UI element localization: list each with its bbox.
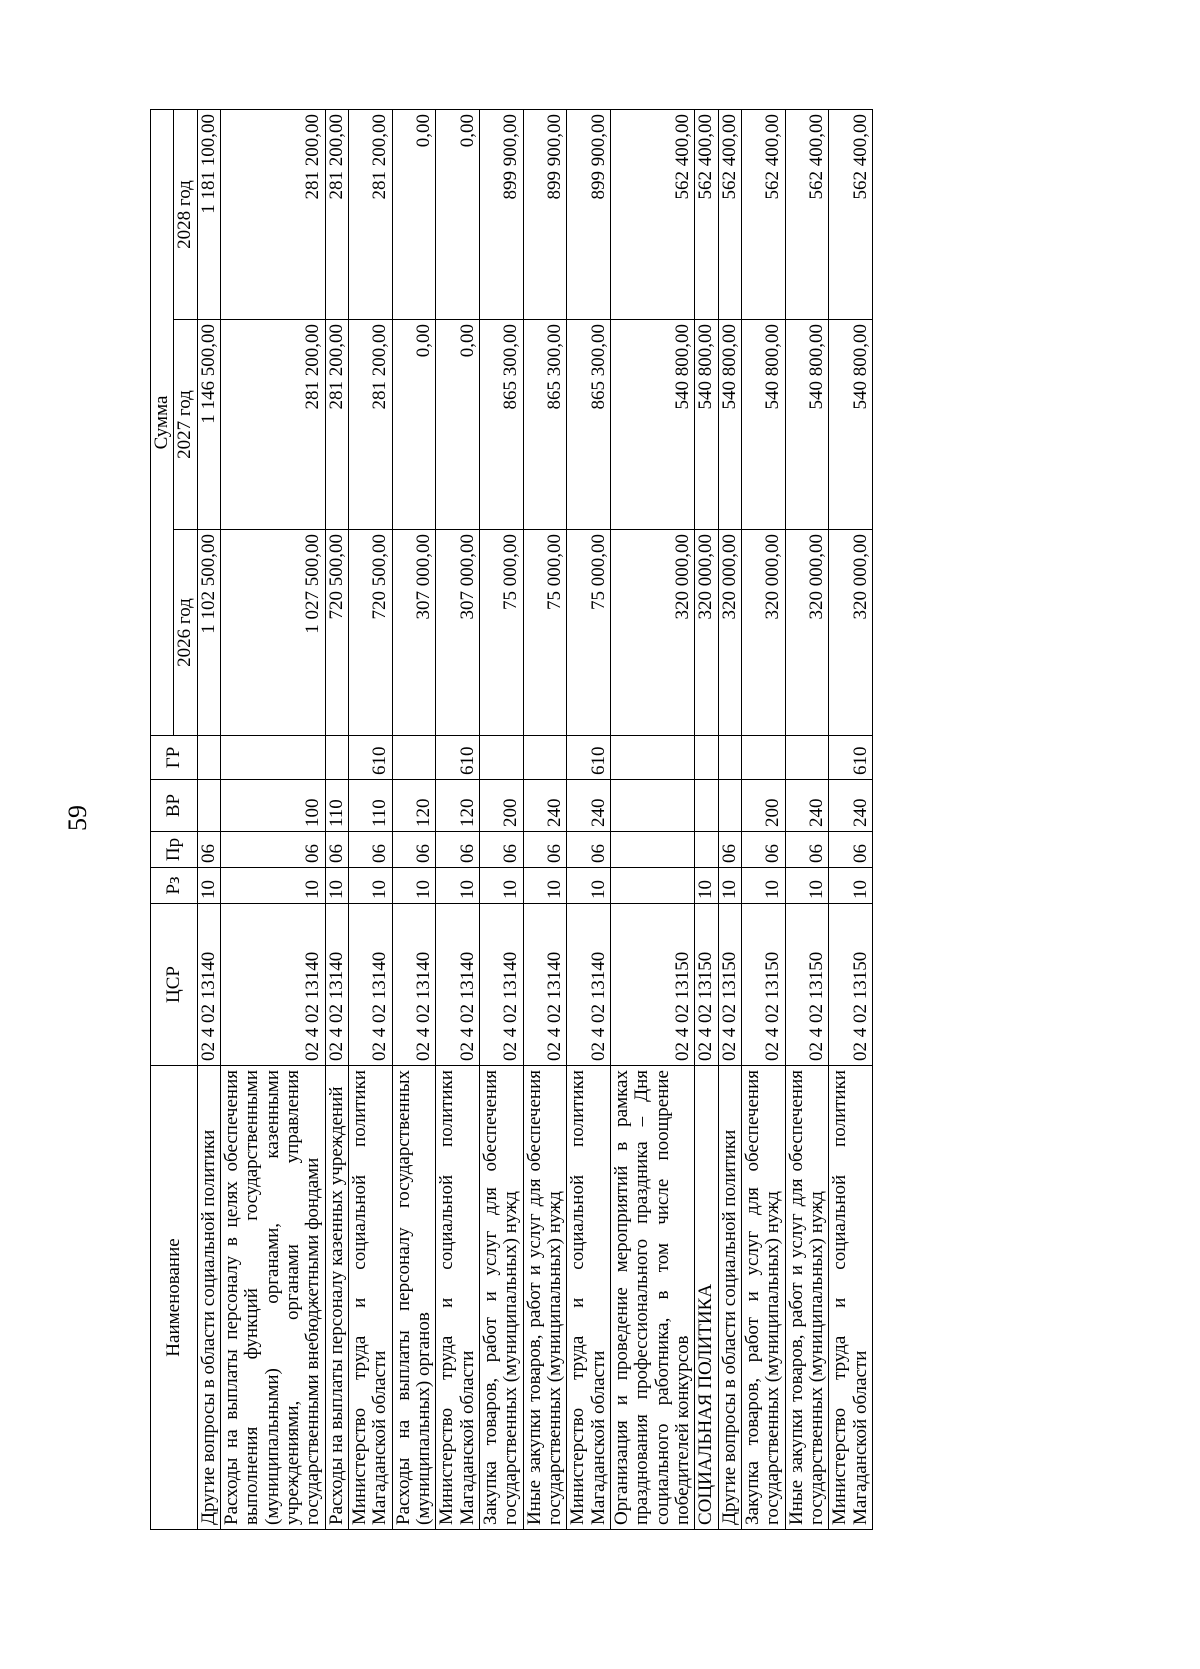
header-sum: Сумма [151, 110, 174, 736]
cell-2026: 320 000,00 [741, 530, 785, 736]
table-row [197, 110, 220, 1530]
cell-vr: 200 [479, 780, 523, 832]
cell-2027: 0,00 [392, 320, 436, 530]
cell-gr: 610 [567, 736, 611, 780]
cell-csr: 02 4 02 13150 [610, 904, 694, 1066]
cell-name: Министерство труда и социальной политики Магаданской области [829, 1066, 873, 1530]
cell-csr: 02 4 02 13140 [436, 904, 480, 1066]
cell-vr: 120 [392, 780, 436, 832]
cell-2026: 75 000,00 [567, 530, 611, 736]
header-name: Наименование [151, 1066, 198, 1530]
cell-2027: 865 300,00 [523, 320, 567, 530]
cell-2028: 0,00 [392, 110, 436, 320]
cell-pr [695, 832, 718, 868]
rotated-page-content [150, 110, 1060, 1530]
cell-2027: 540 800,00 [829, 320, 873, 530]
cell-2027: 0,00 [436, 320, 480, 530]
cell-csr: 02 4 02 13140 [325, 904, 348, 1066]
cell-2026: 320 000,00 [718, 530, 741, 736]
cell-rz: 10 [479, 868, 523, 904]
header-csr: ЦСР [151, 904, 198, 1066]
cell-2026: 320 000,00 [785, 530, 829, 736]
cell-2028: 562 400,00 [718, 110, 741, 320]
cell-rz: 10 [325, 868, 348, 904]
cell-csr: 02 4 02 13150 [718, 904, 741, 1066]
cell-gr [610, 736, 694, 780]
cell-2028: 899 900,00 [567, 110, 611, 320]
cell-csr: 02 4 02 13150 [829, 904, 873, 1066]
table-row [220, 110, 325, 1530]
header-gr: ГР [151, 736, 198, 780]
cell-rz: 10 [695, 868, 718, 904]
cell-name: Расходы на выплаты персоналу казенных учреждений [325, 1066, 348, 1530]
cell-rz: 10 [718, 868, 741, 904]
cell-2027: 281 200,00 [325, 320, 348, 530]
table-header [151, 110, 198, 1530]
cell-2027: 540 800,00 [718, 320, 741, 530]
cell-rz: 10 [829, 868, 873, 904]
cell-2028: 562 400,00 [695, 110, 718, 320]
cell-gr [479, 736, 523, 780]
cell-name: Другие вопросы в области социальной политики [197, 1066, 220, 1530]
table-row [610, 110, 694, 1530]
cell-2027: 281 200,00 [220, 320, 325, 530]
cell-2028: 562 400,00 [610, 110, 694, 320]
cell-vr: 110 [348, 780, 392, 832]
cell-2026: 320 000,00 [829, 530, 873, 736]
cell-rz [610, 868, 694, 904]
cell-name: Расходы на выплаты персоналу государственных (муниципальных) органов [392, 1066, 436, 1530]
cell-2026: 720 500,00 [348, 530, 392, 736]
cell-2027: 540 800,00 [741, 320, 785, 530]
cell-pr: 06 [479, 832, 523, 868]
cell-2028: 899 900,00 [523, 110, 567, 320]
table-row [718, 110, 741, 1530]
cell-2027: 281 200,00 [348, 320, 392, 530]
cell-gr [695, 736, 718, 780]
cell-2027: 865 300,00 [567, 320, 611, 530]
cell-csr: 02 4 02 13150 [785, 904, 829, 1066]
cell-vr: 240 [785, 780, 829, 832]
cell-name: Министерство труда и социальной политики Магаданской области [348, 1066, 392, 1530]
table-row [479, 110, 523, 1530]
cell-pr: 06 [392, 832, 436, 868]
header-rz: Рз [151, 868, 198, 904]
cell-vr [197, 780, 220, 832]
cell-pr: 06 [718, 832, 741, 868]
cell-2026: 320 000,00 [695, 530, 718, 736]
cell-vr: 200 [741, 780, 785, 832]
cell-gr [220, 736, 325, 780]
cell-csr: 02 4 02 13140 [523, 904, 567, 1066]
cell-2028: 281 200,00 [220, 110, 325, 320]
page-number: 59 [63, 805, 92, 831]
cell-pr: 06 [567, 832, 611, 868]
cell-gr: 610 [436, 736, 480, 780]
cell-rz: 10 [741, 868, 785, 904]
cell-name: Иные закупки товаров, работ и услуг для обеспечения государственных (муниципальных) нужд [523, 1066, 567, 1530]
cell-2026: 720 500,00 [325, 530, 348, 736]
cell-rz: 10 [197, 868, 220, 904]
table-row [523, 110, 567, 1530]
cell-vr [695, 780, 718, 832]
header-2026: 2026 год [174, 530, 197, 736]
cell-name: Закупка товаров, работ и услуг для обеспечения государственных (муниципальных) нужд [479, 1066, 523, 1530]
cell-gr [718, 736, 741, 780]
cell-pr [610, 832, 694, 868]
header-pr: Пр [151, 832, 198, 868]
table-row [785, 110, 829, 1530]
cell-rz: 10 [785, 868, 829, 904]
table-row [325, 110, 348, 1530]
cell-gr [197, 736, 220, 780]
cell-vr [718, 780, 741, 832]
cell-name: Другие вопросы в области социальной политики [718, 1066, 741, 1530]
cell-name: Министерство труда и социальной политики Магаданской области [567, 1066, 611, 1530]
cell-2028: 562 400,00 [785, 110, 829, 320]
cell-csr: 02 4 02 13150 [741, 904, 785, 1066]
cell-pr: 06 [325, 832, 348, 868]
cell-2028: 562 400,00 [741, 110, 785, 320]
cell-2026: 307 000,00 [436, 530, 480, 736]
cell-2027: 865 300,00 [479, 320, 523, 530]
cell-gr [392, 736, 436, 780]
cell-csr: 02 4 02 13140 [392, 904, 436, 1066]
cell-name: Министерство труда и социальной политики Магаданской области [436, 1066, 480, 1530]
cell-vr [610, 780, 694, 832]
cell-csr: 02 4 02 13150 [695, 904, 718, 1066]
cell-pr: 06 [197, 832, 220, 868]
cell-2027: 540 800,00 [695, 320, 718, 530]
cell-gr [523, 736, 567, 780]
cell-csr: 02 4 02 13140 [197, 904, 220, 1066]
table-row [348, 110, 392, 1530]
cell-2028: 281 200,00 [325, 110, 348, 320]
cell-2026: 1 027 500,00 [220, 530, 325, 736]
cell-pr: 06 [220, 832, 325, 868]
budget-table [150, 109, 873, 1530]
cell-rz: 10 [220, 868, 325, 904]
cell-2028: 562 400,00 [829, 110, 873, 320]
table-body [197, 110, 872, 1530]
cell-vr: 100 [220, 780, 325, 832]
cell-vr: 240 [567, 780, 611, 832]
cell-gr: 610 [829, 736, 873, 780]
cell-2028: 899 900,00 [479, 110, 523, 320]
cell-vr: 110 [325, 780, 348, 832]
cell-name: Иные закупки товаров, работ и услуг для обеспечения государственных (муниципальных) нужд [785, 1066, 829, 1530]
cell-2026: 75 000,00 [479, 530, 523, 736]
cell-csr: 02 4 02 13140 [220, 904, 325, 1066]
cell-pr: 06 [741, 832, 785, 868]
table-row [567, 110, 611, 1530]
cell-name: Расходы на выплаты персоналу в целях обеспечения выполнения функций государственными (муниципальными) органами, казенными учреждениями, органами управления государственными внебюджетными фондами [220, 1066, 325, 1530]
cell-pr: 06 [785, 832, 829, 868]
cell-pr: 06 [829, 832, 873, 868]
cell-name: Закупка товаров, работ и услуг для обеспечения государственных (муниципальных) нужд [741, 1066, 785, 1530]
cell-2027: 540 800,00 [785, 320, 829, 530]
header-2027: 2027 год [174, 320, 197, 530]
cell-gr [741, 736, 785, 780]
cell-gr: 610 [348, 736, 392, 780]
cell-vr: 240 [523, 780, 567, 832]
header-2028: 2028 год [174, 110, 197, 320]
cell-2026: 320 000,00 [610, 530, 694, 736]
cell-2026: 75 000,00 [523, 530, 567, 736]
table-row [741, 110, 785, 1530]
cell-csr: 02 4 02 13140 [479, 904, 523, 1066]
table-row [392, 110, 436, 1530]
table-row [695, 110, 718, 1530]
cell-2026: 307 000,00 [392, 530, 436, 736]
cell-name: Организация и проведение мероприятий в рамках празднования профессионального праздника – Дня социального работника, в том числе поощрение победителей конкурсов [610, 1066, 694, 1530]
table-row [436, 110, 480, 1530]
cell-2027: 540 800,00 [610, 320, 694, 530]
cell-2028: 1 181 100,00 [197, 110, 220, 320]
cell-pr: 06 [436, 832, 480, 868]
cell-vr: 240 [829, 780, 873, 832]
cell-pr: 06 [523, 832, 567, 868]
cell-rz: 10 [348, 868, 392, 904]
cell-2028: 281 200,00 [348, 110, 392, 320]
cell-2028: 0,00 [436, 110, 480, 320]
cell-csr: 02 4 02 13140 [348, 904, 392, 1066]
cell-2027: 1 146 500,00 [197, 320, 220, 530]
header-vr: ВР [151, 780, 198, 832]
cell-gr [785, 736, 829, 780]
table-row [829, 110, 873, 1530]
cell-gr [325, 736, 348, 780]
cell-name: СОЦИАЛЬНАЯ ПОЛИТИКА [695, 1066, 718, 1530]
cell-rz: 10 [392, 868, 436, 904]
cell-pr: 06 [348, 832, 392, 868]
cell-rz: 10 [436, 868, 480, 904]
cell-2026: 1 102 500,00 [197, 530, 220, 736]
cell-rz: 10 [523, 868, 567, 904]
cell-vr: 120 [436, 780, 480, 832]
cell-csr: 02 4 02 13140 [567, 904, 611, 1066]
cell-rz: 10 [567, 868, 611, 904]
